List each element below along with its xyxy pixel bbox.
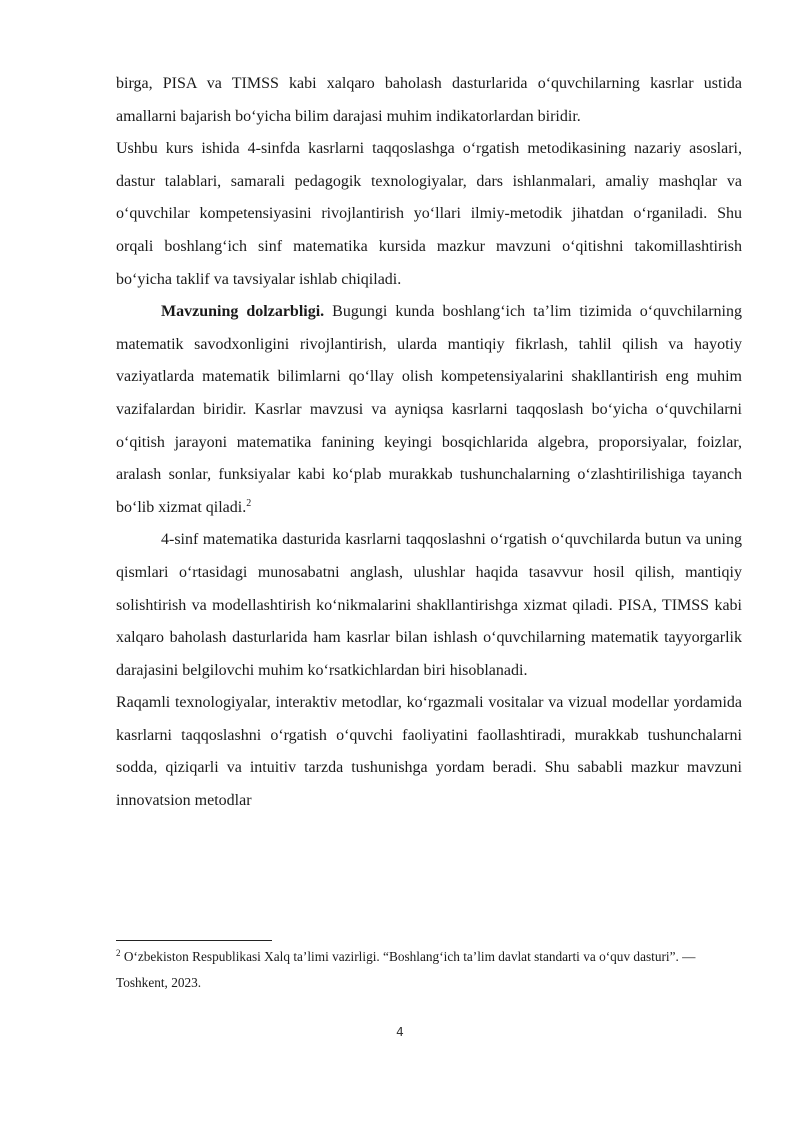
paragraph-course-scope: Ushbu kurs ishida 4-sinfda kasrlarni taqqoslashga o‘rgatish metodikasining nazariy asoslari, dastur talablari, samarali pedagogik texnologiyalar, dars ishlanmalari, amaliy mashqlar va o‘quvchilar kompetensiyasini rivojlantirish yo‘llari ilmiy-metodik jihatdan o‘rganiladi. Shu orqali boshlang‘ich sinf matematika kursida mazkur mavzuni o‘qitishni takomillashtirish bo‘yicha taklif va tavsiyalar ishlab chiqiladi. [116,140,742,288]
footnote-reference[interactable]: 2 [246,497,252,509]
relevance-heading: Mavzuning dolzarbligi. [161,303,325,321]
paragraph-relevance [116,296,742,524]
page-number: 4 [396,1025,404,1039]
paragraph-continuation: birga, PISA va TIMSS kabi xalqaro baholash dasturlarida o‘quvchilarning kasrlar ustida amallarni bajarish bo‘yicha bilim darajasi muhim indikatorlardan biridir. [116,75,742,125]
footnote-number: 2 [116,948,121,958]
paragraph-curriculum: 4-sinf matematika dasturida kasrlarni taqqoslashni o‘rgatish o‘quvchilarda butun va uning qismlari o‘rtasidagi munosabatni anglash, ulushlar haqida tasavvur hosil qilish, mantiqiy solishtirish va modellashtirish ko‘nikmalarini shakllantirishga xizmat qiladi. PISA, TIMSS kabi xalqaro baholash dasturlarida ham kasrlar bilan ishlash o‘quvchilarning matematik tayyorgarlik darajasini belgilovchi muhim ko‘rsatkichlardan biri hisoblanadi. [116,531,742,679]
footnote-divider [116,940,272,941]
relevance-body: Bugungi kunda boshlang‘ich ta’lim tizimida o‘quvchilarning matematik savodxonligini rivojlantirish, ularda mantiqiy fikrlash, tahlil qilish va hayotiy vaziyatlarda matematik bilimlarni qo‘llay olish kompetensiyalarini shakllantirish eng muhim vazifalardan biridir. Kasrlar mavzusi va ayniqsa kasrlarni taqqoslash bo‘yicha o‘quvchilarni o‘qitish jarayoni matematika fanining keyingi bosqichlarida algebra, proporsiyalar, foizlar, aralash sonlar, funksiyalar kabi ko‘plab murakkab tushunchalarning o‘zlashtirilishiga tayanch bo‘lib xizmat qiladi. [116,303,743,516]
page-body [116,68,742,818]
footnote [116,944,742,996]
footnote-text: O‘zbekiston Respublikasi Xalq ta’limi vazirligi. “Boshlang‘ich ta’lim davlat standarti va o‘quv dasturi”. — Toshkent, 2023. [116,949,696,990]
paragraph-digital-technologies: Raqamli texnologiyalar, interaktiv metodlar, ko‘rgazmali vositalar va vizual modellar yordamida kasrlarni taqqoslashni o‘rgatish o‘quvchi faoliyatini faollashtiradi, murakkab tushunchalarni sodda, qiziqarli va intuitiv tarzda tushunishga yordam beradi. Shu sababli mazkur mavzuni innovatsion metodlar [116,694,742,810]
